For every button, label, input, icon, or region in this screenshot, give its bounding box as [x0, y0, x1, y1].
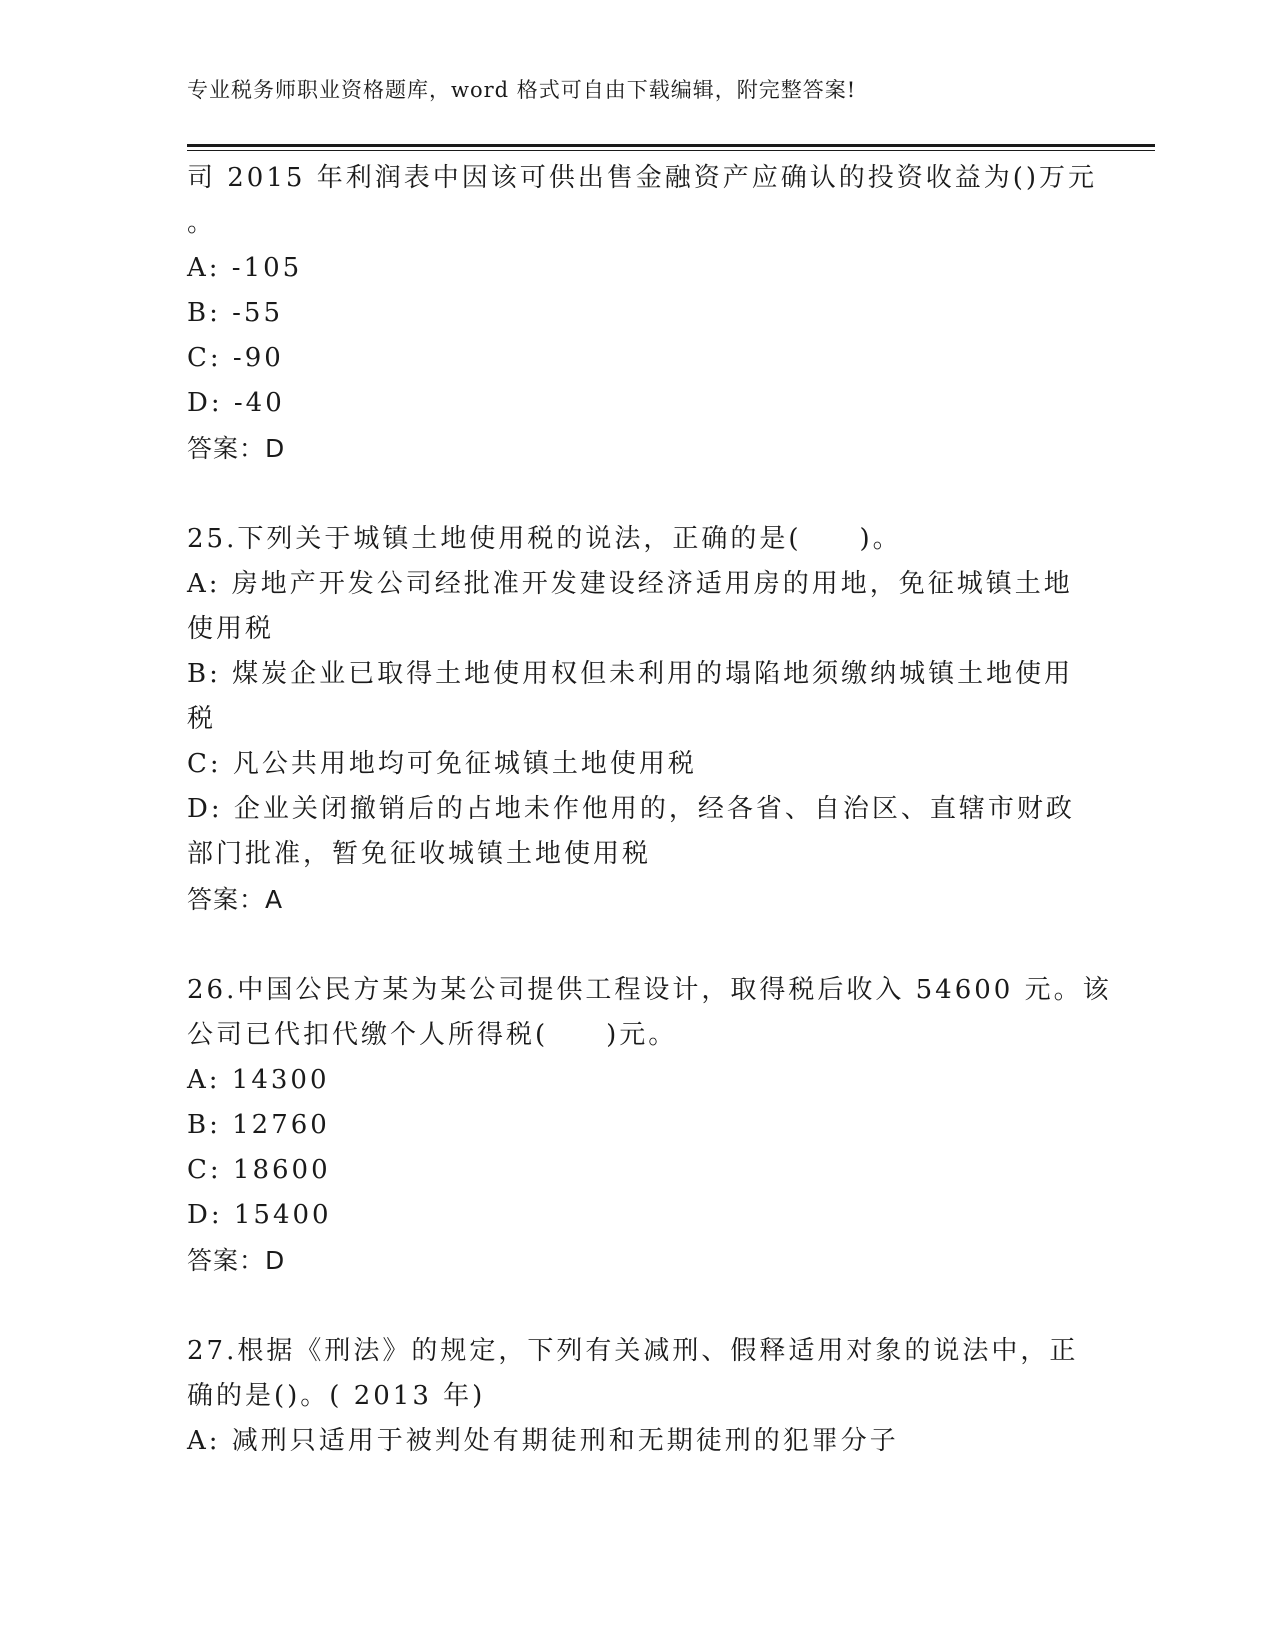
option-b: B: 煤炭企业已取得土地使用权但未利用的塌陷地须缴纳城镇土地使用: [187, 659, 1074, 689]
option-a: A: 房地产开发公司经批准开发建设经济适用房的用地，免征城镇土地: [187, 569, 1073, 599]
question-text-line: 确的是()。( 2013 年): [187, 1381, 486, 1411]
question-text-line: 。: [187, 208, 217, 238]
header-rule-thick: [187, 144, 1155, 147]
question-27: [187, 1329, 1087, 1464]
question-text-line: 26.中国公民方某为某公司提供工程设计，取得税后收入 54600 元。该: [187, 975, 1112, 1005]
option-a: A: 减刑只适用于被判处有期徒刑和无期徒刑的犯罪分子: [187, 1426, 899, 1456]
option-a-continued: 使用税: [187, 614, 275, 644]
question-text-line: 27.根据《刑法》的规定，下列有关减刑、假释适用对象的说法中，正: [187, 1336, 1079, 1366]
option-b-continued: 税: [187, 704, 217, 734]
question-text-line: 公司已代扣代缴个人所得税( )元。: [187, 1020, 678, 1050]
question-25: [187, 517, 1087, 922]
option-a: A: -105: [187, 253, 303, 283]
option-d-continued: 部门批准，暂免征收城镇土地使用税: [187, 839, 652, 869]
answer-line: 答案：D: [187, 434, 286, 463]
option-d: D: -40: [187, 388, 285, 418]
option-c: C: -90: [187, 343, 284, 373]
option-a: A: 14300: [187, 1065, 330, 1095]
question-text-line: 司 2015 年利润表中因该可供出售金融资产应确认的投资收益为()万元: [187, 163, 1097, 193]
option-c: C: 凡公共用地均可免征城镇土地使用税: [187, 749, 697, 779]
question-text-line: 25.下列关于城镇土地使用税的说法，正确的是( )。: [187, 524, 902, 554]
option-d: D: 企业关闭撤销后的占地未作他用的，经各省、自治区、直辖市财政: [187, 794, 1075, 824]
answer-line: 答案：D: [187, 1246, 286, 1275]
header-rule-thin: [187, 150, 1155, 151]
page-header: 专业税务师职业资格题库，word 格式可自由下载编辑，附完整答案!: [187, 78, 857, 102]
option-b: B: -55: [187, 298, 283, 328]
option-b: B: 12760: [187, 1110, 330, 1140]
question-content: [187, 156, 1112, 1464]
question-26: [187, 968, 1112, 1283]
question-24-continued: [187, 156, 1097, 471]
option-c: C: 18600: [187, 1155, 331, 1185]
answer-line: 答案：A: [187, 885, 284, 914]
option-d: D: 15400: [187, 1200, 332, 1230]
